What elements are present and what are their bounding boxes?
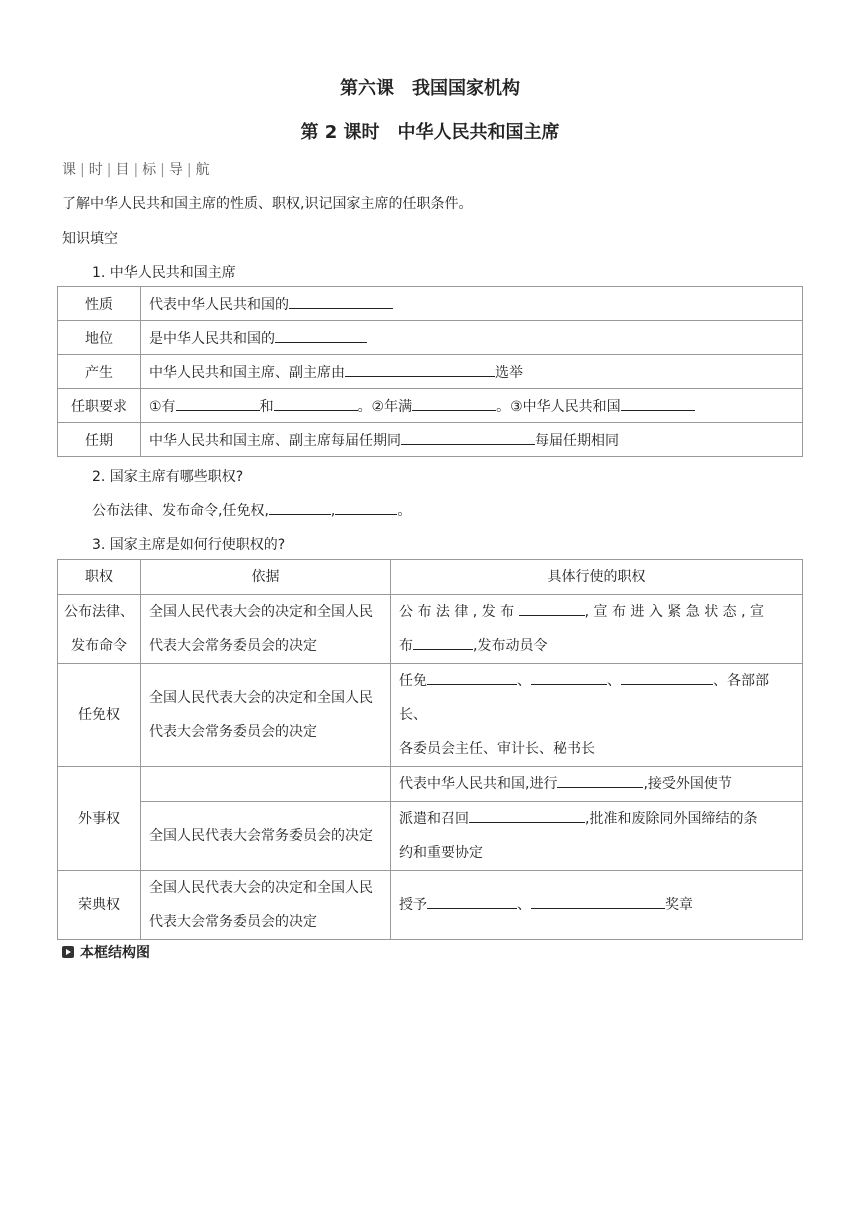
header-cell: 具体行使的职权	[391, 560, 803, 595]
row-label: 任期	[58, 423, 141, 457]
blank-line	[531, 894, 665, 909]
structure-heading	[62, 942, 150, 962]
blank-line	[531, 670, 607, 685]
blank-line	[176, 396, 260, 411]
detail-cell: 任免 、 、 、各部部长、 各委员会主任、审计长、秘书长	[391, 664, 803, 767]
row-content: 代表中华人民共和国的	[141, 287, 803, 321]
nav-char: 课	[62, 162, 77, 178]
blank-line	[275, 328, 367, 343]
row-label: 性质	[58, 287, 141, 321]
lesson-title: 第六课 我国国家机构	[340, 78, 520, 99]
table-row	[58, 767, 803, 802]
row-content: 中华人民共和国主席、副主席每届任期同 每届任期相同	[141, 423, 803, 457]
header-cell: 依据	[141, 560, 391, 595]
blank-line	[427, 670, 517, 685]
section-label: 知识填空	[62, 231, 118, 247]
row-content: 是中华人民共和国的	[141, 321, 803, 355]
power-cell: 任免权	[58, 664, 141, 767]
nav-char: 航	[195, 162, 211, 178]
table-header-row	[58, 560, 803, 595]
basis-cell-empty	[141, 767, 391, 802]
detail-cell: 代表中华人民共和国,进行 ,接受外国使节	[391, 767, 803, 802]
row-content: 中华人民共和国主席、副主席由 选举	[141, 355, 803, 389]
blank-line	[621, 670, 713, 685]
blank-line	[335, 500, 397, 515]
play-arrow-icon	[62, 946, 74, 958]
power-cell: 外事权	[58, 767, 141, 871]
table-row	[58, 287, 803, 321]
power-cell: 公布法律、发布命令	[58, 595, 141, 664]
q3-table	[57, 559, 803, 940]
blank-line	[427, 894, 517, 909]
blank-line	[469, 808, 585, 823]
basis-cell: 全国人民代表大会常务委员会的决定	[141, 802, 391, 871]
row-label: 任职要求	[58, 389, 141, 423]
table-row	[58, 595, 803, 664]
blank-line	[345, 362, 495, 377]
nav-char: 目	[115, 162, 131, 178]
nav-char: 时	[88, 162, 104, 178]
header-cell: 职权	[58, 560, 141, 595]
basis-cell: 全国人民代表大会的决定和全国人民代表大会常务委员会的决定	[141, 664, 391, 767]
table-row	[58, 871, 803, 940]
blank-line	[557, 773, 643, 788]
q1-title: 1. 中华人民共和国主席	[92, 265, 236, 281]
table-row	[58, 321, 803, 355]
structure-label: 本框结构图	[80, 945, 150, 961]
objective-text: 了解中华人民共和国主席的性质、职权,识记国家主席的任职条件。	[62, 196, 473, 212]
blank-line	[413, 635, 473, 650]
blank-line	[289, 294, 393, 309]
nav-char: 导	[168, 162, 184, 178]
basis-cell: 全国人民代表大会的决定和全国人民代表大会常务委员会的决定	[141, 595, 391, 664]
row-label: 产生	[58, 355, 141, 389]
q2-answer: 公布法律、发布命令,任免权, , 。	[92, 500, 411, 520]
q1-table	[57, 286, 803, 457]
table-row	[58, 664, 803, 767]
power-cell: 荣典权	[58, 871, 141, 940]
section-nav: 课 | 时 | 目 | 标 | 导 | 航	[62, 162, 211, 178]
table-row	[58, 389, 803, 423]
nav-char: 标	[142, 162, 158, 178]
blank-line	[274, 396, 358, 411]
row-label: 地位	[58, 321, 141, 355]
table-row	[58, 423, 803, 457]
blank-line	[621, 396, 695, 411]
blank-line	[269, 500, 331, 515]
q2-title: 2. 国家主席有哪些职权?	[92, 469, 244, 485]
detail-cell: 授予 、 奖章	[391, 871, 803, 940]
detail-cell: 公 布 法 律 , 发 布 , 宣 布 进 入 紧 急 状 态 , 宣 布 ,发布动员令	[391, 595, 803, 664]
period-title: 第 2 课时 中华人民共和国主席	[300, 122, 560, 143]
row-content: ①有 和 。②年满 。③中华人民共和国	[141, 389, 803, 423]
blank-line	[401, 430, 535, 445]
basis-cell: 全国人民代表大会的决定和全国人民代表大会常务委员会的决定	[141, 871, 391, 940]
table-row	[58, 355, 803, 389]
table-row	[58, 802, 803, 871]
q3-title: 3. 国家主席是如何行使职权的?	[92, 537, 286, 553]
detail-cell: 派遣和召回 ,批准和废除同外国缔结的条 约和重要协定	[391, 802, 803, 871]
blank-line	[412, 396, 496, 411]
blank-line	[519, 601, 585, 616]
